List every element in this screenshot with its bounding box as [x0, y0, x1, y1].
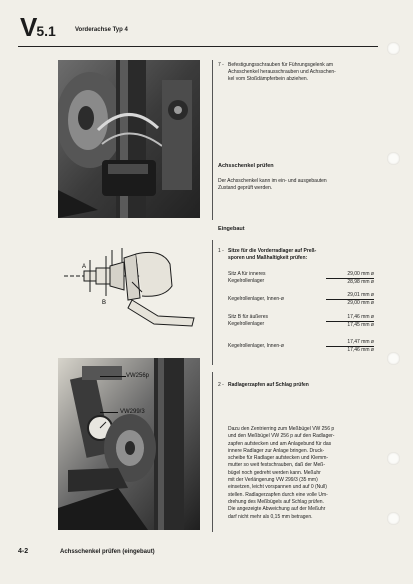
page-number: 4-2 — [18, 548, 29, 555]
step-7-text: Befestigungsschrauben für Führungsgelenk am Achsschenkel herausschrauben und Achsschen- kel vom Stoßdämpferbein abziehen. — [228, 62, 336, 83]
label-a: A — [82, 264, 87, 270]
spec-value: 29,00 mm ø 28,98 mm ø — [326, 271, 374, 285]
footer-title: Achsschenkel prüfen (eingebaut) — [60, 549, 155, 555]
binder-hole-icon — [387, 512, 400, 525]
binder-hole-icon — [387, 152, 400, 165]
label-b: B — [102, 300, 107, 306]
spec-value: 17,47 mm ø 17,46 mm ø — [326, 339, 374, 353]
callout-line — [100, 412, 118, 413]
column-divider — [212, 60, 213, 220]
binder-hole-icon — [387, 352, 400, 365]
binder-hole-icon — [387, 42, 400, 55]
step-number: 1 - — [218, 248, 224, 254]
bearing-seat-diagram — [62, 238, 202, 330]
spec-label: Kegelrollenlager, Innen-ø — [228, 343, 284, 349]
spec-label: Sitz A für inneres Kegelrollenlager — [228, 271, 266, 284]
section-title: Vorderachse Typ 4 — [75, 27, 128, 33]
spec-value: 29,01 mm ø 29,00 mm ø — [326, 292, 374, 306]
column-divider — [212, 240, 213, 365]
column-divider — [212, 372, 213, 532]
step-2-title: Radlagerzapfen auf Schlag prüfen — [228, 382, 309, 388]
section-heading: Achsschenkel prüfen — [218, 163, 274, 169]
spec-value: 17,46 mm ø 17,45 mm ø — [326, 314, 374, 328]
binder-hole-icon — [387, 452, 400, 465]
step-1-title: Sitze für die Vorderradlager auf Preß- sporen und Maßhaltigkeit prüfen: — [228, 248, 317, 262]
spec-label: Kegelrollenlager, Innen-ø — [228, 296, 284, 302]
header-rule — [18, 46, 378, 47]
step-2-text: Dazu den Zentrierring zum Meßbügel VW 256 p und den Meßbügel VW 256 p auf den Radlager- zapfen aufstecken und am Anlagebund für das innere Radlager zur Anlage bringen. Druck- scheibe für Radlager aufstecken und Klemm- mutter so weit festschrauben, daß der Meß- bügel noch gedreht werden kann. Meßuhr mit der Verlängerung VW 299/3 (35 mm) einsetzen, leicht vorspannen und auf 0 (Null) stellen. Radlagerzapfen durch eine volle Um- drehung des Meßbügels auf Schlag prüfen. Die angezeigte Abweichung auf der Meßuhr darf nicht mehr als 0,15 mm betragen. — [228, 426, 335, 520]
check-text: Der Achsschenkel kann im ein- und ausgebauten Zustand geprüft werden. — [218, 178, 327, 192]
step-number: 7 - — [218, 62, 224, 68]
section-code: V5.1 — [20, 12, 56, 42]
photo-dial-gauge-setup — [58, 358, 200, 530]
spec-label: Sitz B für äußeres Kegelrollenlager — [228, 314, 269, 327]
section-heading: Eingebaut — [218, 226, 245, 232]
photo-steering-knuckle — [58, 60, 200, 218]
callout-line — [100, 376, 126, 377]
step-number: 2 - — [218, 382, 224, 388]
callout-vw256p: VW256p — [126, 373, 150, 379]
callout-vw299-3: VW299/3 — [120, 409, 145, 415]
